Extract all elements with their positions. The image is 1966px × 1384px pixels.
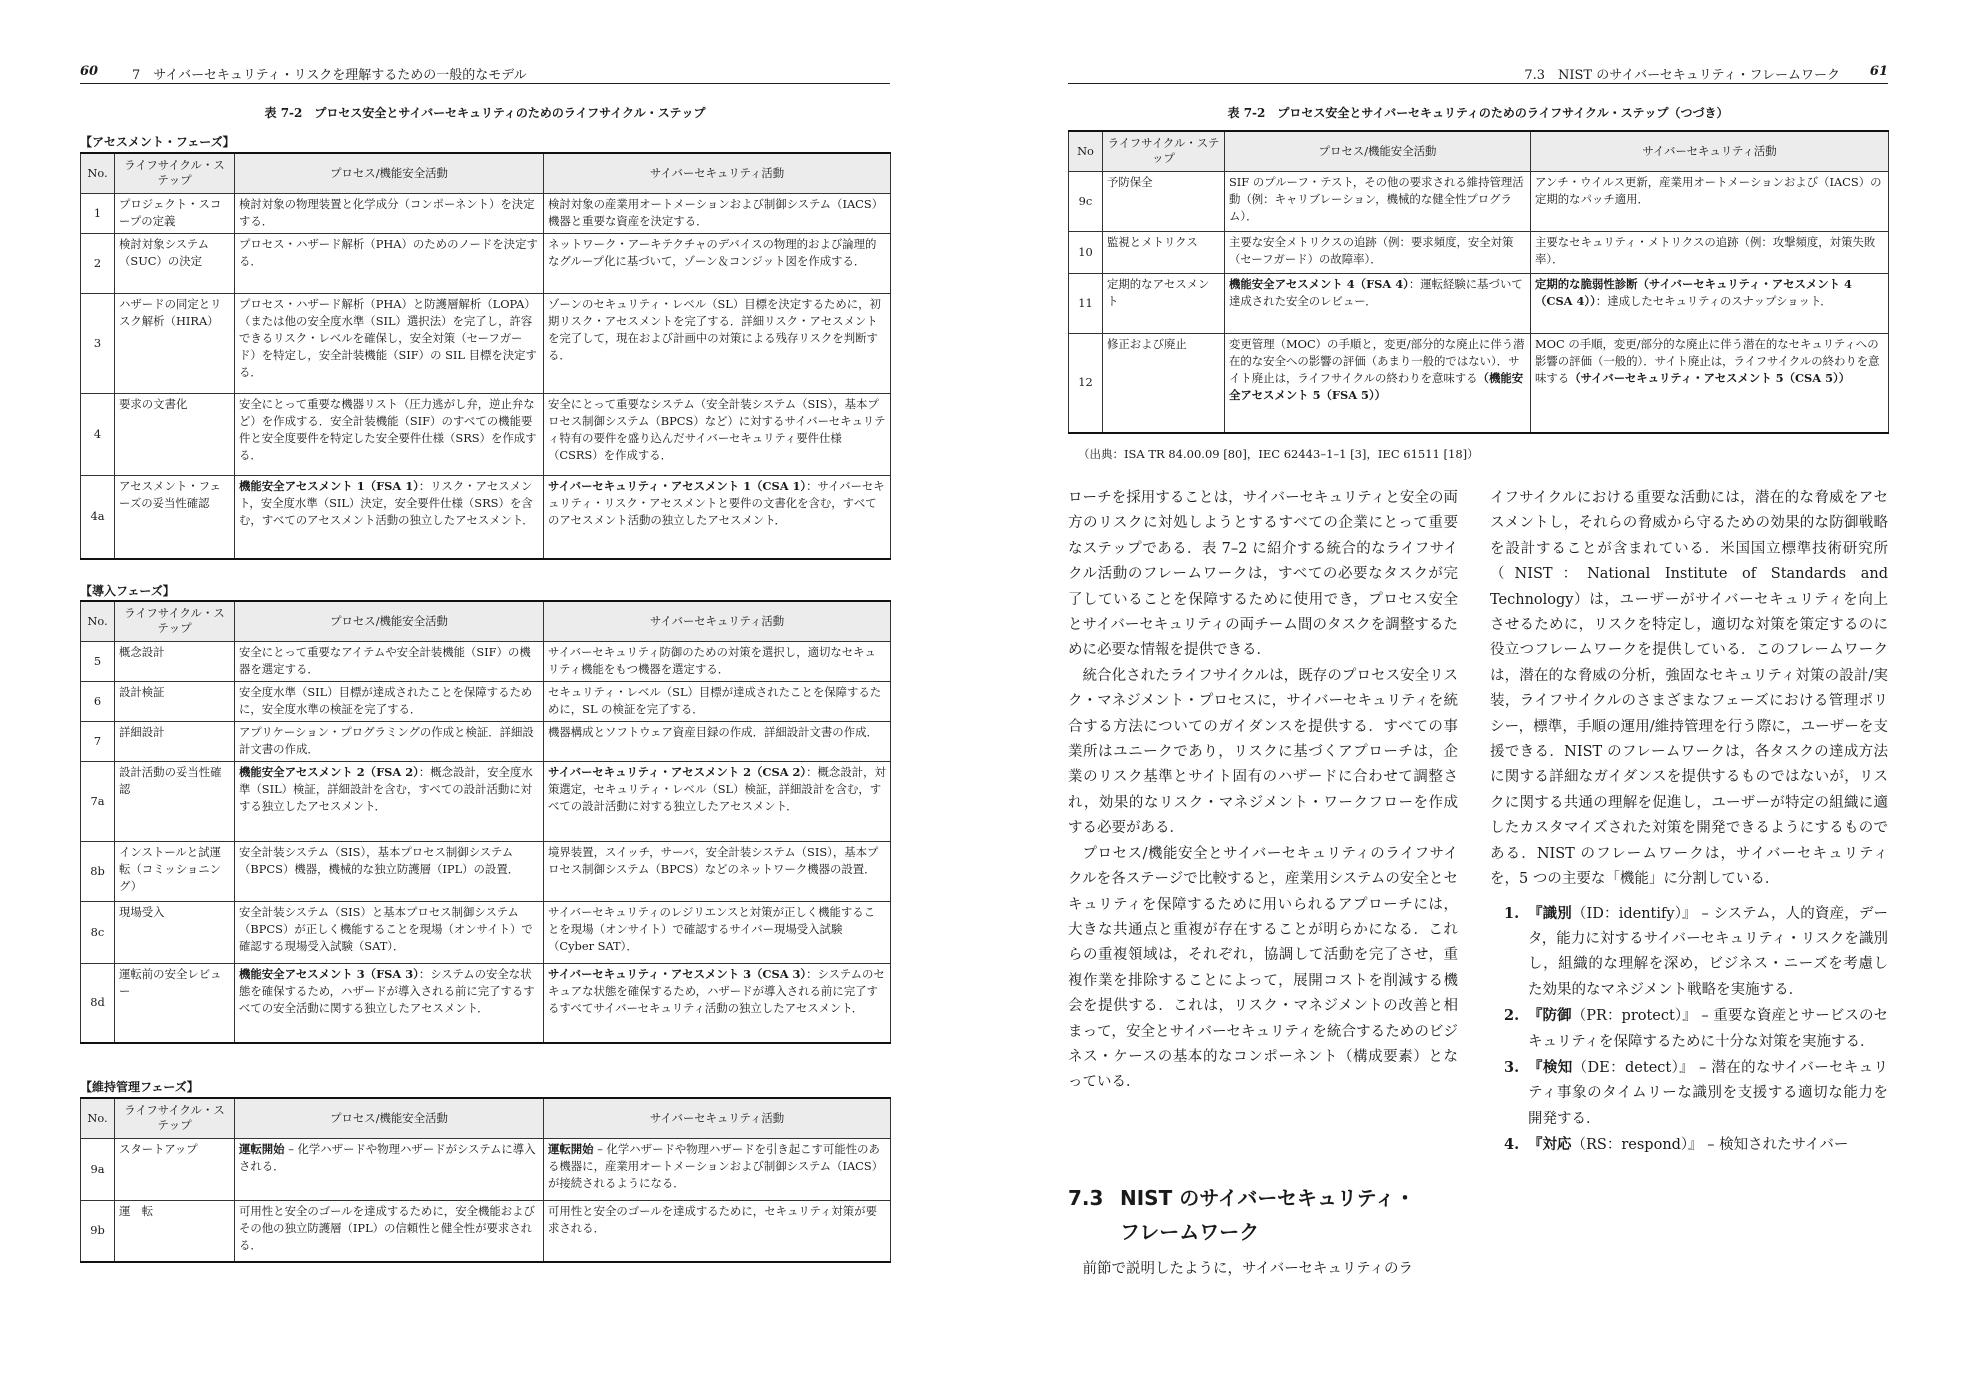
row-step: 定期的なアセスメント [1103,273,1225,333]
fsa-desc: ：概念設計，安全度水準（SIL）検証，詳細設計を含む，すべての設計活動に対する独立したアセスメント． [239,764,533,813]
csa-desc: ：達成したセキュリティのスナップショット． [1595,293,1832,308]
row-no: 3 [81,293,115,393]
row-step: 予防保全 [1103,171,1225,231]
row-process: プロセス・ハザード解析（PHA）のためのノードを決定する． [235,233,544,293]
col-header-step: ライフサイクル・ステップ [1103,131,1225,171]
row-cyber [1531,333,1889,433]
function-name: 『検知 [1528,1058,1573,1076]
row-cyber [544,761,891,841]
row-cyber: 主要なセキュリティ・メトリクスの追跡（例：攻撃頻度，対策失敗率）． [1531,231,1889,273]
item-index: 1. [1504,904,1520,922]
paragraph: 統合化されたライフサイクルは，既存のプロセス安全リスク・マネジメント・プロセスに，サイバーセキュリティを統合する方法についてのガイダンスを提供する．すべての事業所はユニークであり，リスクに基づくアプローチは，企業のリスク基準とサイト固有のハザードに合わせて調整され，効果的なリスク・マネジメント・ワークフローを作成する必要がある． [1068,667,1458,837]
row-no: 4a [81,475,115,559]
row-step: 修正および廃止 [1103,333,1225,433]
row-step: インストールと試運転（コミッショニング） [115,841,235,901]
assessment-phase-table [80,152,891,560]
fsa-desc: ：運転経験に基づいて達成された安全のレビュー． [1229,276,1523,308]
row-process [235,1138,544,1200]
csa-label: サイバーセキュリティ・アセスメント 1（CSA 1） [548,478,807,493]
row-step: アセスメント・フェーズの妥当性確認 [115,475,235,559]
row-no: 9a [81,1138,115,1200]
row-cyber [544,1138,891,1200]
table-row [81,193,891,233]
startup-label: 運転開始 [548,1141,594,1156]
left-page-number: 60 [80,64,99,79]
row-process [235,475,544,559]
row-no: 12 [1069,333,1103,433]
implementation-phase-table [80,600,891,1044]
col-header-process: プロセス/機能安全活動 [235,1098,544,1138]
startup-desc: – 化学ハザードや物理ハザードを引き起こす可能性のある機器に，産業用オートメーションおよび制御システム（IACS）が接続されるようになる． [548,1141,884,1190]
table-row [81,1138,891,1200]
row-no: 4 [81,393,115,475]
fsa-label: 機能安全アセスメント 4（FSA 4） [1229,276,1409,291]
table-row [81,901,891,963]
row-step: 設計活動の妥当性確認 [115,761,235,841]
row-no: 6 [81,681,115,721]
row-process [1225,273,1531,333]
col-header-process: プロセス/機能安全活動 [235,153,544,193]
row-process: 主要な安全メトリクスの追跡（例：要求頻度，安全対策（セーフガード）の故障率）． [1225,231,1531,273]
row-step: スタートアップ [115,1138,235,1200]
table-row [1069,333,1889,433]
table-header-row [81,601,891,641]
right-table-caption: 表 7-2 プロセス安全とサイバーセキュリティのためのライフサイクル・ステップ（つづき） [1227,106,1729,120]
row-process: 安全計装システム（SIS）と基本プロセス制御システム（BPCS）が正しく機能することを現場（オンサイト）で確認する現場受入試験（SAT）． [235,901,544,963]
row-process: 安全にとって重要なアイテムや安全計装機能（SIF）の機器を選定する． [235,641,544,681]
col-header-cyber: サイバーセキュリティ活動 [1531,131,1889,171]
table-header-row [81,153,891,193]
fsa-label: 機能安全アセスメント 2（FSA 2） [239,764,419,779]
item-index: 3. [1504,1058,1520,1076]
row-process: 安全度水準（SIL）目標が達成されたことを保障するために，安全度水準の検証を完了する． [235,681,544,721]
row-cyber [1531,273,1889,333]
section-heading [1068,1181,1458,1249]
table-row [81,761,891,841]
phase-label-assessment: 【アセスメント・フェーズ】 [80,135,235,149]
body-column-1 [1068,486,1458,1096]
phase-label-implementation: 【導入フェーズ】 [80,584,175,598]
row-step: 運転前の安全レビュー [115,963,235,1043]
list-item [1504,1132,1888,1158]
table-row [81,393,891,475]
csa-label: （サイバーセキュリティ・アセスメント 5（CSA 5）） [1569,370,1851,385]
row-no: 8b [81,841,115,901]
table-row [81,681,891,721]
csa-desc: ：サイバーセキュリティ・リスク・アセスメントと要件の文書化を含む，すべてのアセスメント活動の独立したアセスメント． [548,478,885,527]
body-column-2 [1490,486,1888,1159]
paragraph: ローチを採用することは，サイバーセキュリティと安全の両方のリスクに対処しようとするすべての企業にとって重要なステップである．表 7–2 に紹介する統合的なライフサイクル活動のフレームワークは，すべての必要なタスクが完了していることを保障するために使用でき，プロセス安全とサイバーセキュリティの両チーム間のタスクを調整するために必要な情報を提供できる． [1068,490,1458,659]
table-row [81,293,891,393]
col-header-step: ライフサイクル・ステップ [115,1098,235,1138]
col-header-cyber: サイバーセキュリティ活動 [544,601,891,641]
row-process [1225,333,1531,433]
left-table-caption: 表 7-2 プロセス安全とサイバーセキュリティのためのライフサイクル・ステップ [264,106,706,120]
col-header-cyber: サイバーセキュリティ活動 [544,153,891,193]
row-no: 2 [81,233,115,293]
col-header-cyber: サイバーセキュリティ活動 [544,1098,891,1138]
row-cyber: 機器構成とソフトウェア資産目録の作成．詳細設計文書の作成． [544,721,891,761]
col-header-no: No [1069,131,1103,171]
table-header-row [81,1098,891,1138]
fsa-label: （機能安全アセスメント 5（FSA 5）） [1229,370,1524,402]
row-step: 現場受入 [115,901,235,963]
row-step: 運 転 [115,1200,235,1262]
fsa-desc: ：システムの安全な状態を確保するため，ハザードが導入される前に完了するすべての安全活動に関する独立したアセスメント． [239,966,535,1015]
col-header-process: プロセス/機能安全活動 [235,601,544,641]
row-no: 11 [1069,273,1103,333]
row-no: 7 [81,721,115,761]
table-row [1069,171,1889,231]
row-process: 可用性と安全のゴールを達成するために，安全機能およびその他の独立防護層（IPL）の信頼性と健全性が要求される． [235,1200,544,1262]
right-page-number: 61 [1869,64,1888,79]
row-process [235,761,544,841]
table-row [1069,273,1889,333]
paragraph: プロセス/機能安全とサイバーセキュリティのライフサイクルを各ステージで比較すると，産業用システムの安全とセキュリティを保障するために用いられるアプローチには，大きな共通点と重複が存在することが明らかになる．これらの重複領域は，それぞれ，協調して活動を完了させ，重複作業を排除することによって，展開コストを削減する機会を提供する．これは，リスク・マネジメントの改善と相まって，安全とサイバーセキュリティを統合するためのビジネス・ケースの基本的なコンポーネント（構成要素）となっている． [1068,845,1458,1091]
table-row [81,233,891,293]
row-cyber [544,475,891,559]
col-header-process: プロセス/機能安全活動 [1225,131,1531,171]
function-desc: – 検知されたサイバー [1702,1137,1849,1154]
row-process: プロセス・ハザード解析（PHA）と防護層解析（LOPA）（または他の安全度水準（SIL）選択法）を完了し，許容できるリスク・レベルを確保し，安全対策（セーフガード）を特定し，安全計装機能（SIF）の SIL 目標を決定する． [235,293,544,393]
list-item [1504,1055,1888,1132]
list-item [1504,1003,1888,1055]
table-header-row [1069,131,1889,171]
function-desc: – 潜在的なサイバーセキュリティ事象のタイムリーな識別を支援する適切な能力を開発する． [1528,1059,1888,1127]
row-cyber [544,963,891,1043]
function-desc: – システム，人的資産，データ，能力に対するサイバーセキュリティ・リスクを識別し，組織的な理解を深め，ビジネス・ニーズを考慮した効果的なマネジメント戦略を実施する． [1528,905,1889,998]
source-note: （出典：ISA TR 84.00.09 [80]，IEC 62443–1–1 [3]，IEC 61511 [18]） [1078,447,1479,461]
csa-label: 定期的な脆弱性診断（サイバーセキュリティ・アセスメント 4（CSA 4）） [1535,276,1852,308]
col-header-step: ライフサイクル・ステップ [115,601,235,641]
fsa-label: 機能安全アセスメント 3（FSA 3） [239,966,419,981]
row-step: 監視とメトリクス [1103,231,1225,273]
function-name: 『識別 [1528,904,1572,922]
row-step: 詳細設計 [115,721,235,761]
row-cyber: 可用性と安全のゴールを達成するために，セキュリティ対策が要求される． [544,1200,891,1262]
section-number: 7.3 [1068,1186,1104,1210]
csa-desc: ：概念設計，対策選定，セキュリティ・レベル（SL）検証，詳細設計を含む，すべての設計活動に対する独立したアセスメント． [548,764,886,813]
startup-label: 運転開始 [239,1141,285,1156]
row-cyber: ゾーンのセキュリティ・レベル（SL）目標を決定するために，初期リスク・アセスメントを完了する．詳細リスク・アセスメントを完了して，現在および計画中の対策による残存リスクを判断する． [544,293,891,393]
table-row [81,475,891,559]
right-running-head [1068,62,1888,84]
section-intro [1068,1257,1458,1282]
continued-table [1068,130,1889,434]
col-header-no: No. [81,601,115,641]
function-code: （ID：identify）』 [1571,905,1697,922]
row-no: 8c [81,901,115,963]
row-cyber: サイバーセキュリティ防御のための対策を選択し，適切なセキュリティ機能をもつ機器を選定する． [544,641,891,681]
table-row [1069,231,1889,273]
row-process [235,963,544,1043]
row-step: 概念設計 [115,641,235,681]
startup-desc: – 化学ハザードや物理ハザードがシステムに導入される． [239,1141,536,1173]
row-no: 5 [81,641,115,681]
row-no: 9c [1069,171,1103,231]
mod-desc: MOC の手順，変更/部分的な廃止に伴う潜在的なセキュリティへの影響の評価（一般的）．サイト廃止は，ライフサイクルの終わりを意味する [1535,336,1880,385]
row-cyber: セキュリティ・レベル（SL）目標が達成されたことを保障するために，SL の検証を完了する． [544,681,891,721]
row-cyber: 安全にとって重要なシステム（安全計装システム（SIS），基本プロセス制御システム（BPCS）など）に対するサイバーセキュリティ特有の要件を盛り込んだサイバーセキュリティ要件仕様（CSRS）を作成する． [544,393,891,475]
left-page [80,0,890,1384]
phase-label-maintenance: 【維持管理フェーズ】 [80,1080,199,1094]
row-no: 1 [81,193,115,233]
row-process: 検討対象の物理装置と化学成分（コンポーネント）を決定する． [235,193,544,233]
col-header-no: No. [81,1098,115,1138]
row-no: 10 [1069,231,1103,273]
row-process: SIF のプルーフ・テスト，その他の要求される維持管理活動（例：キャリブレーション，機械的な健全性プログラム）． [1225,171,1531,231]
row-cyber: アンチ・ウイルス更新，産業用オートメーションおよび（IACS）の定期的なパッチ適用． [1531,171,1889,231]
col-header-step: ライフサイクル・ステップ [115,153,235,193]
row-cyber: 境界装置，スイッチ，サーバ，安全計装システム（SIS），基本プロセス制御システム（BPCS）などのネットワーク機器の設置． [544,841,891,901]
function-desc: – 重要な資産とサービスのセキュリティを保障するために十分な対策を実施する． [1528,1008,1888,1050]
left-running-head [80,62,890,84]
left-running-title: 7 サイバーセキュリティ・リスクを理解するための一般的なモデル [132,68,527,83]
nist-functions-list [1490,901,1888,1159]
csa-label: サイバーセキュリティ・アセスメント 3（CSA 3） [548,966,807,981]
section-title-line2: フレームワーク [1120,1220,1260,1244]
row-cyber: サイバーセキュリティのレジリエンスと対策が正しく機能することを現場（オンサイト）で確認するサイバー現場受入試験（Cyber SAT）． [544,901,891,963]
row-process: 安全計装システム（SIS），基本プロセス制御システム（BPCS）機器，機械的な独立防護層（IPL）の設置． [235,841,544,901]
section-title-line1: NIST のサイバーセキュリティ・ [1120,1186,1415,1210]
row-step: プロジェクト・スコープの定義 [115,193,235,233]
table-row [81,841,891,901]
row-cyber: ネットワーク・アーキテクチャのデバイスの物理的および論理的なグループ化に基づいて，ゾーン＆コンジット図を作成する． [544,233,891,293]
csa-label: サイバーセキュリティ・アセスメント 2（CSA 2） [548,764,807,779]
row-step: 設計検証 [115,681,235,721]
table-row [81,721,891,761]
csa-desc: ：システムのセキュアな状態を確保するため，ハザードが導入される前に完了するすべてサイバーセキュリティ活動の独立したアセスメント． [548,966,885,1015]
row-process: アプリケーション・プログラミングの作成と検証．詳細設計文書の作成． [235,721,544,761]
fsa-desc: ：リスク・アセスメント，安全度水準（SIL）決定，安全要件仕様（SRS）を含む，すべてのアセスメント活動の独立したアセスメント． [239,478,534,527]
function-name: 『防御 [1528,1007,1572,1025]
right-running-title: 7.3 NIST のサイバーセキュリティ・フレームワーク [1524,68,1840,83]
row-cyber: 検討対象の産業用オートメーションおよび制御システム（IACS）機器と重要な資産を決定する． [544,193,891,233]
function-code: （DE：detect）』 [1572,1059,1695,1076]
row-step: ハザードの同定とリスク解析（HIRA） [115,293,235,393]
item-index: 4. [1504,1136,1520,1154]
row-step: 要求の文書化 [115,393,235,475]
row-no: 7a [81,761,115,841]
row-process: 安全にとって重要な機器リスト（圧力逃がし弁，逆止弁など）を作成する．安全計装機能（SIF）のすべての機能要件と安全度要件を特定した安全要件仕様（SRS）を作成する． [235,393,544,475]
function-code: （RS：respond）』 [1571,1137,1703,1154]
fsa-label: 機能安全アセスメント 1（FSA 1） [239,478,419,493]
right-page [1068,0,1888,1384]
function-code: （PR：protect）』 [1571,1008,1697,1025]
mod-desc: 変更管理（MOC）の手順と，変更/部分的な廃止に伴う潜在的な安全への影響の評価（あまり一般的ではない）．サイト廃止は，ライフサイクルの終わりを意味する [1229,336,1525,385]
maintenance-phase-table [80,1097,891,1263]
row-no: 8d [81,963,115,1043]
row-no: 9b [81,1200,115,1262]
function-name: 『対応 [1528,1136,1572,1154]
col-header-no: No. [81,153,115,193]
item-index: 2. [1504,1007,1520,1025]
table-row [81,963,891,1043]
row-step: 検討対象システム（SUC）の決定 [115,233,235,293]
list-item [1504,901,1888,1004]
paragraph: 前節で説明したように，サイバーセキュリティのラ [1082,1261,1413,1277]
table-row [81,641,891,681]
table-row [81,1200,891,1262]
paragraph: イフサイクルにおける重要な活動には，潜在的な脅威をアセスメントし，それらの脅威から守るための効果的な防御戦略を設計することが含まれている．米国国立標準技術研究所（NIST：National Institute of Standards and Technology）は，ユーザーがサイバーセキュリティを向上させるために，リスクを特定し，適切な対策を策定するのに役立つフレームワークを提供している．このフレームワークは，潜在的な脅威の分析，強固なセキュリティ対策の設計/実装，ライフサイクルのさまざまなフェーズにおける管理ポリシー，標準，手順の運用/維持管理を行う際に，ユーザーを支援できる．NIST のフレームワークは，各タスクの達成方法に関する詳細なガイダンスを提供するものではないが，リスクに関する共通の理解を促進し，ユーザーが特定の組織に適したカスタマイズされた対策を開発できるようにするものである．NIST のフレームワークは，サイバーセキュリティを，5 つの主要な「機能」に分割している． [1490,490,1888,888]
